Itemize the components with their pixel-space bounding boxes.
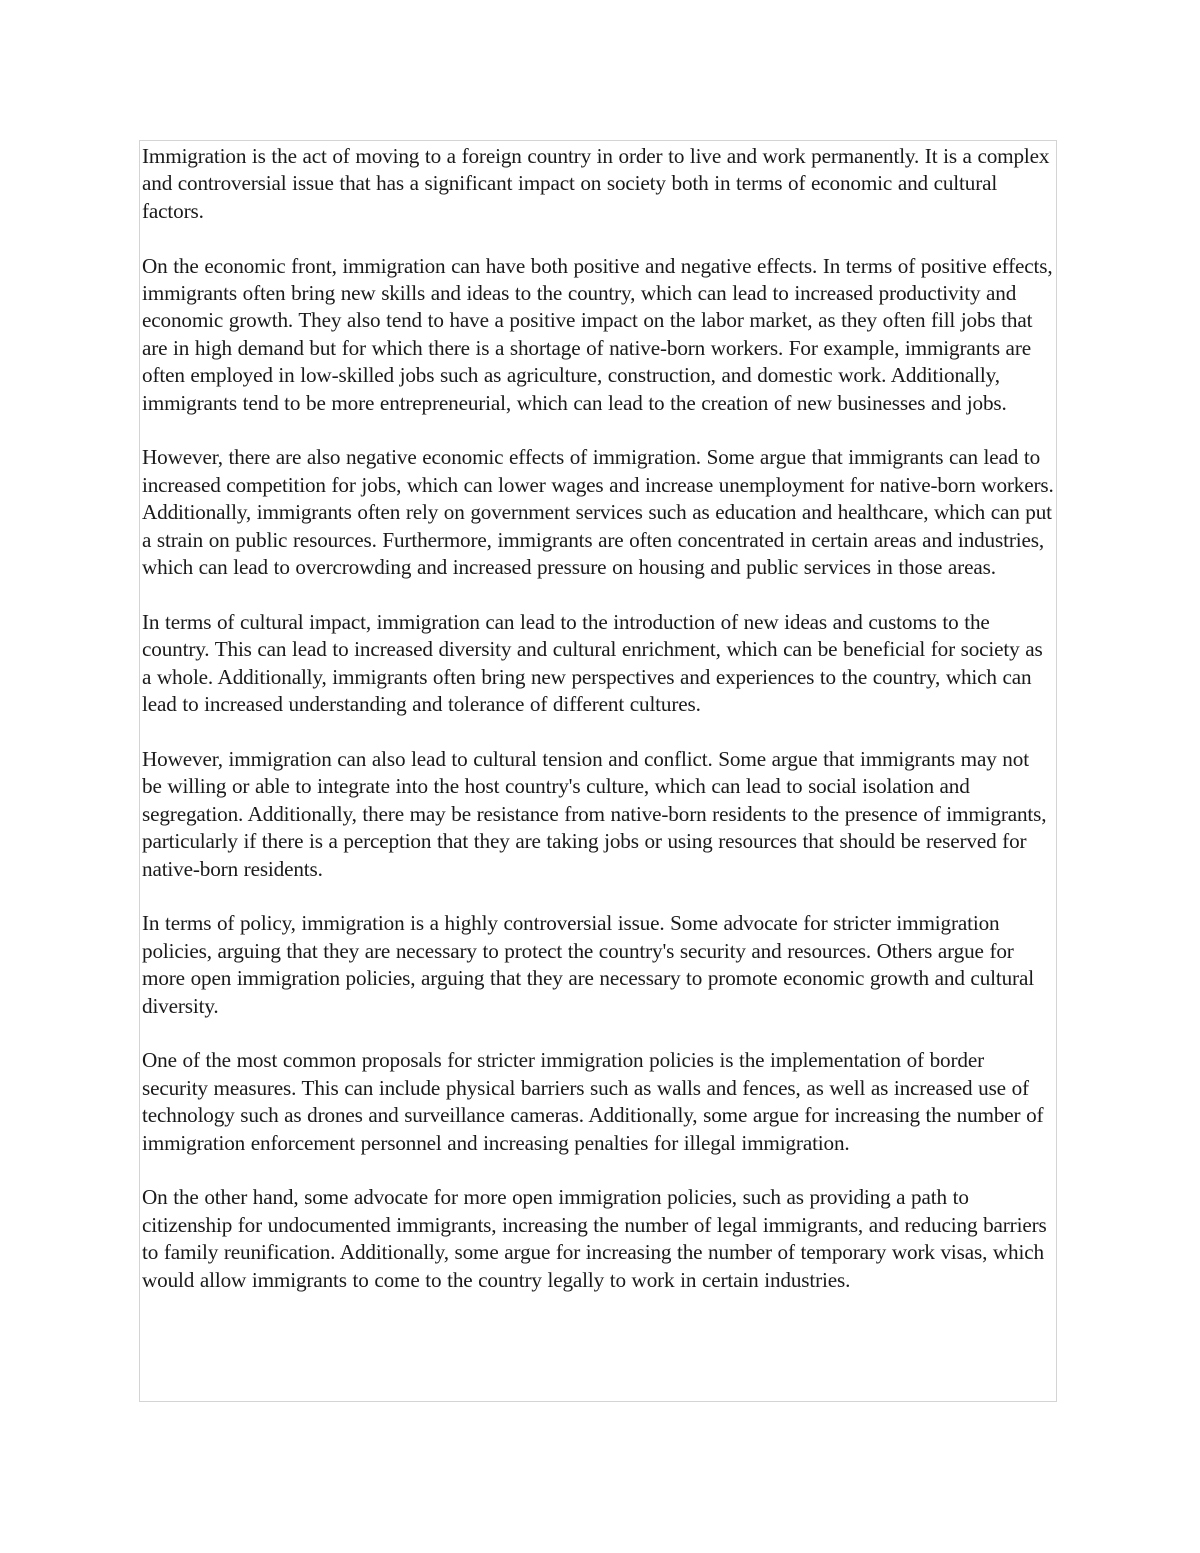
document-text-frame bbox=[139, 140, 1057, 1402]
paragraph-cultural-positive: In terms of cultural impact, immigration can lead to the introduction of new ideas and customs to the country. This can lead to increased diversity and cultural enrichment, which can be beneficial for society as a whole. Additionally, immigrants often bring new perspectives and experiences to the country, which can lead to increased understanding and tolerance of different cultures. bbox=[142, 609, 1043, 717]
paragraph-economic-positive: On the economic front, immigration can have both positive and negative effects. In terms of positive effects, immigrants often bring new skills and ideas to the country, which can lead to increased productivity and economic growth. They also tend to have a positive impact on the labor market, as they often fill jobs that are in high demand but for which there is a shortage of native-born workers. For example, immigrants are often employed in low-skilled jobs such as agriculture, construction, and domestic work. Additionally, immigrants tend to be more entrepreneurial, which can lead to the creation of new businesses and jobs. bbox=[142, 253, 1053, 415]
paragraph-cultural-negative: However, immigration can also lead to cultural tension and conflict. Some argue that immigrants may not be willing or able to integrate into the host country's culture, which can lead to social isolation and segregation. Additionally, there may be resistance from native-born residents to the presence of immigrants, particularly if there is a perception that they are taking jobs or using resources that should be reserved for native-born residents. bbox=[142, 746, 1047, 881]
paragraph-open-policies: On the other hand, some advocate for more open immigration policies, such as providing a path to citizenship for undocumented immigrants, increasing the number of legal immigrants, and reducing barriers to family reunification. Additionally, some argue for increasing the number of temporary work visas, which would allow immigrants to come to the country legally to work in certain industries. bbox=[142, 1185, 1047, 1292]
paragraph-economic-negative: However, there are also negative economic effects of immigration. Some argue that immigrants can lead to increased competition for jobs, which can lower wages and increase unemployment for native-born workers. Additionally, immigrants often rely on government services such as education and healthcare, which can put a strain on public resources. Furthermore, immigrants are often concentrated in certain areas and industries, which can lead to overcrowding and increased pressure on housing and public services in those areas. bbox=[142, 445, 1054, 580]
paragraph-intro: Immigration is the act of moving to a foreign country in order to live and work permanently. It is a complex and controversial issue that has a significant impact on society both in terms of economic and cultural factors. bbox=[142, 144, 1050, 223]
paragraph-policy-overview: In terms of policy, immigration is a highly controversial issue. Some advocate for stricter immigration policies, arguing that they are necessary to protect the country's security and resources. Others argue for more open immigration policies, arguing that they are necessary to promote economic growth and cultural diversity. bbox=[142, 911, 1034, 1018]
paragraph-stricter-policies: One of the most common proposals for stricter immigration policies is the implementation of border security measures. This can include physical barriers such as walls and fences, as well as increased use of technology such as drones and surveillance cameras. Additionally, some argue for increasing the number of immigration enforcement personnel and increasing penalties for illegal immigration. bbox=[142, 1048, 1044, 1155]
